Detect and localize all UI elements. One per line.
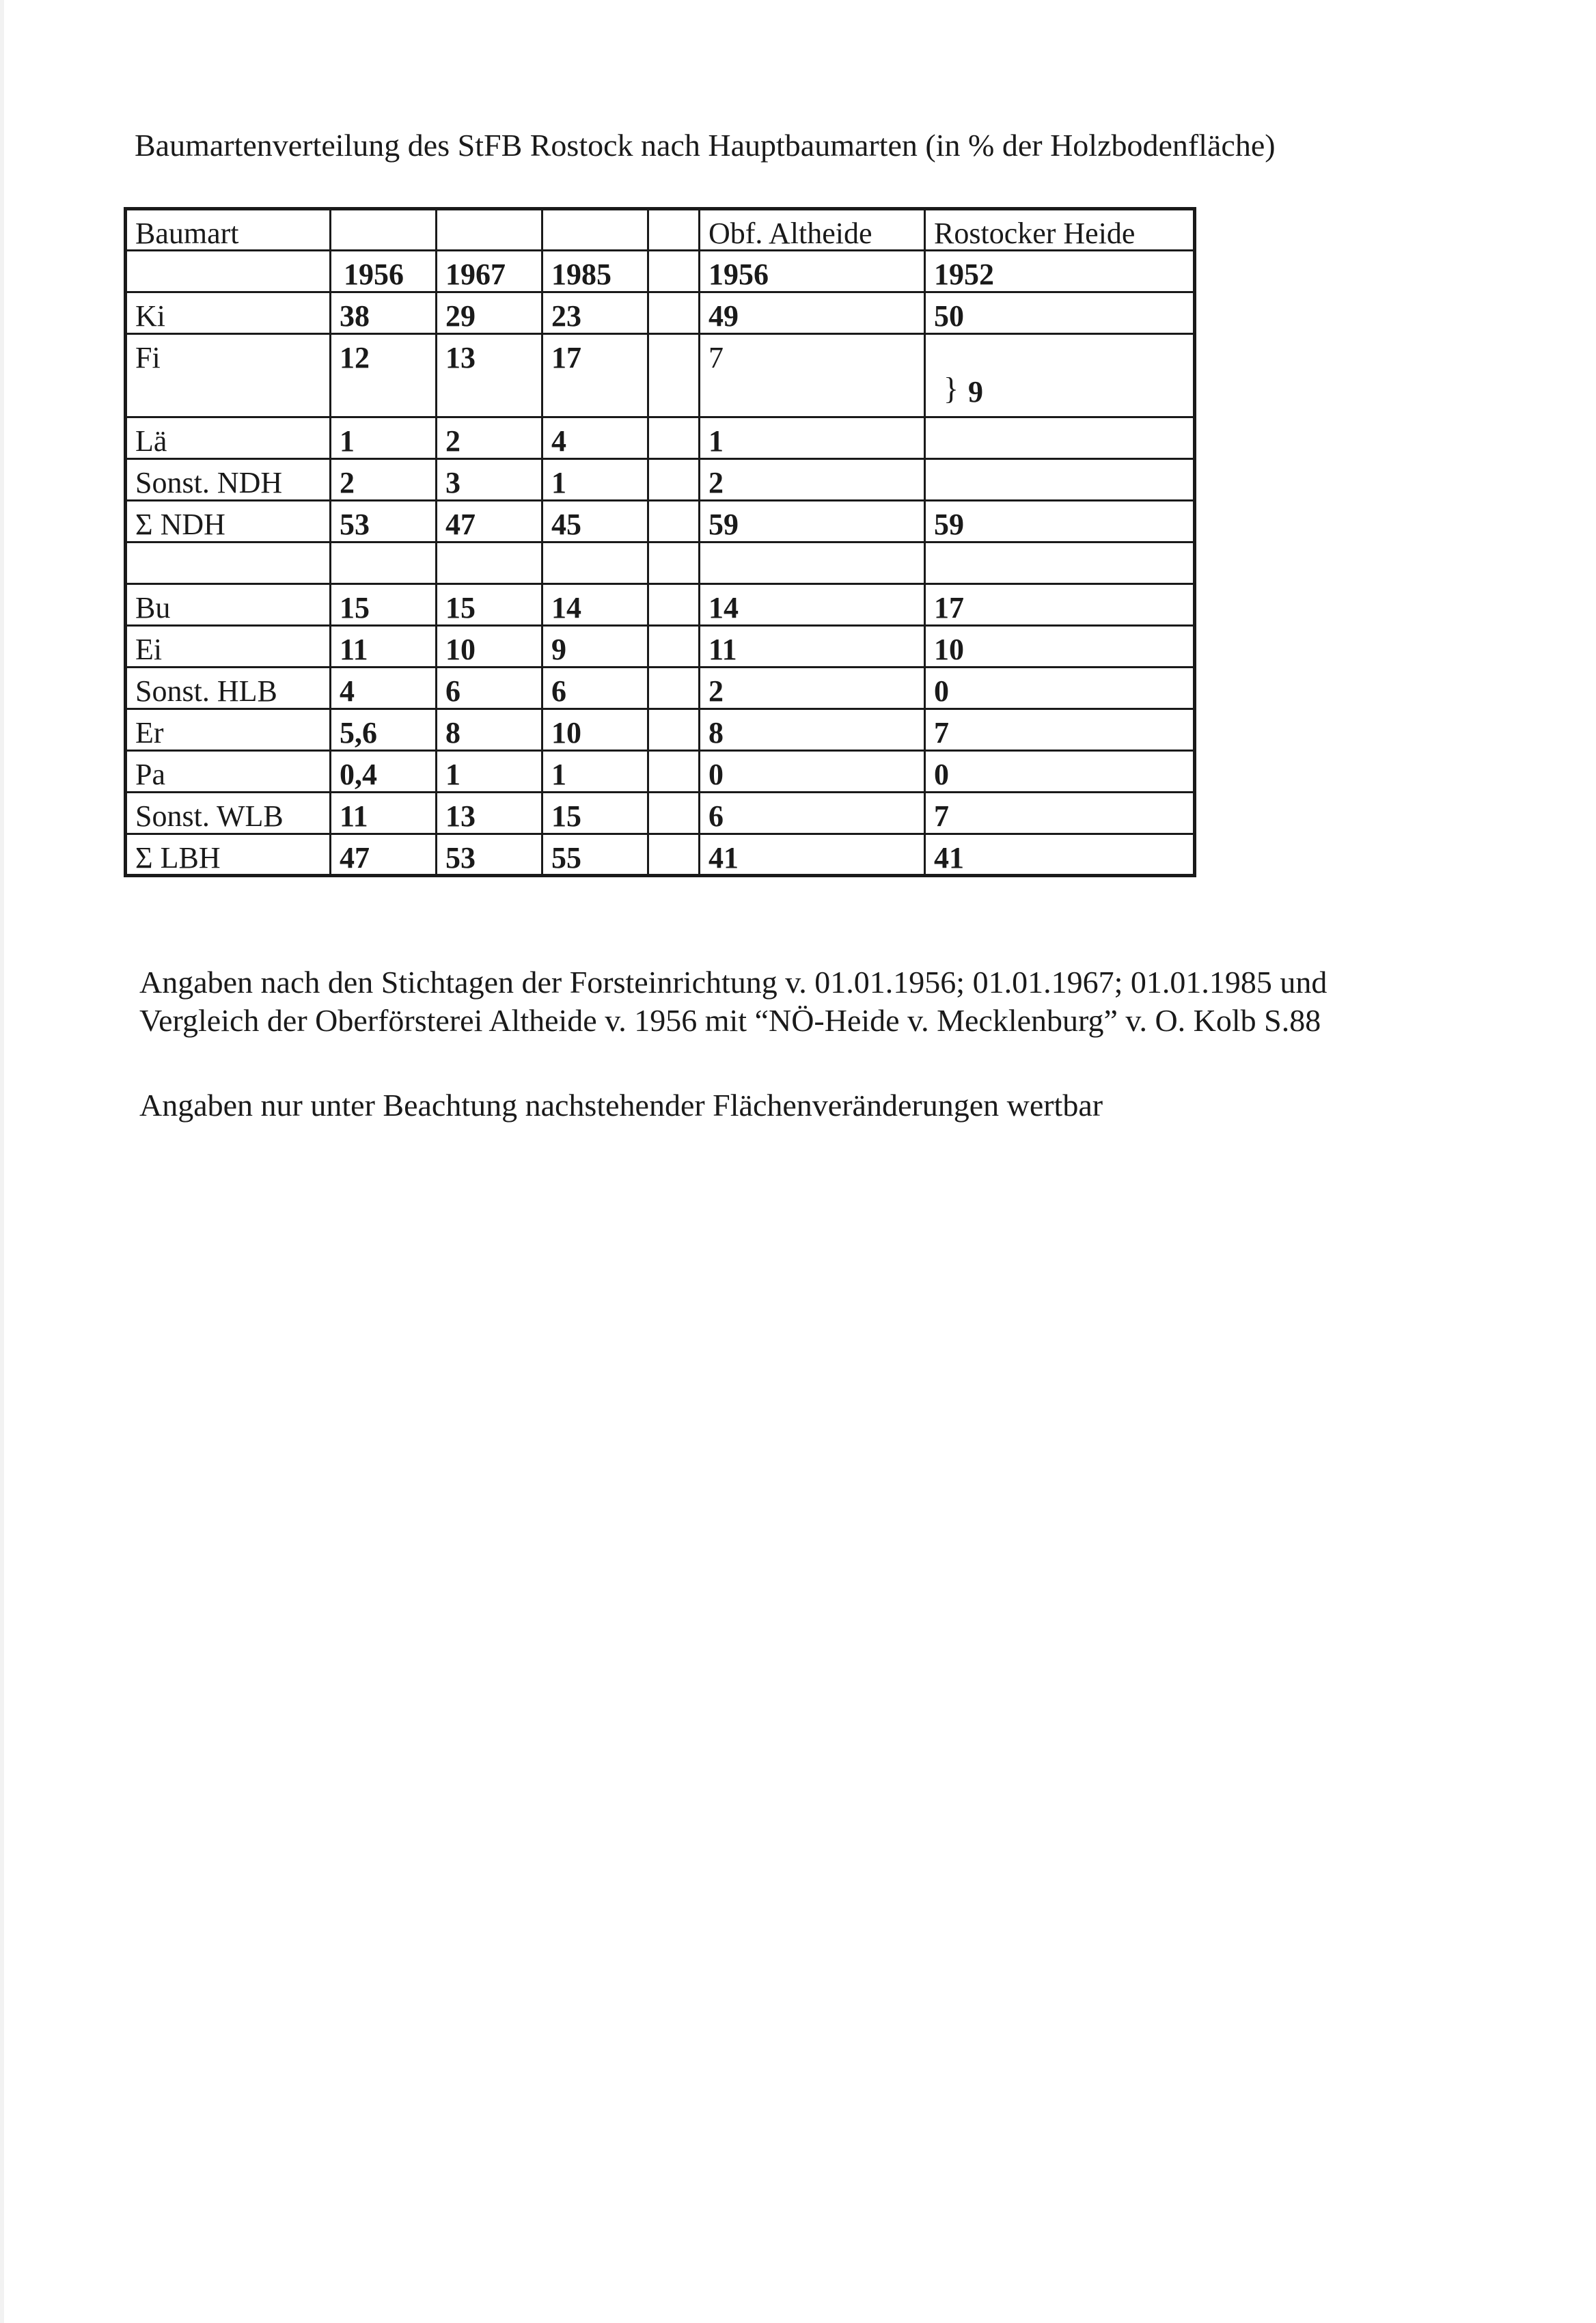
value-cell [648, 668, 700, 709]
note-line: Angaben nach den Stichtagen der Forsteinrichtung v. 01.01.1956; 01.01.1967; 01.01.1985 und [139, 965, 1327, 1000]
table-row [126, 709, 1195, 751]
value-cell: 45 [542, 501, 648, 542]
value-cell: 59 [925, 501, 1195, 542]
table-row [126, 793, 1195, 834]
brace-value: 9 [968, 375, 983, 409]
value-cell: 7 [925, 709, 1195, 751]
value-cell: 5,6 [331, 709, 437, 751]
value-cell: 1 [331, 417, 437, 459]
value-cell: 14 [542, 584, 648, 626]
value-cell: 6 [542, 668, 648, 709]
value-cell: 2 [700, 668, 925, 709]
brace-symbol: } [944, 371, 959, 406]
value-cell: 4 [542, 417, 648, 459]
year-cell: 1967 [437, 251, 542, 292]
table-row [126, 584, 1195, 626]
row-label: Lä [126, 417, 331, 459]
value-cell: 17 [542, 334, 648, 417]
row-label: Sonst. HLB [126, 668, 331, 709]
value-cell [648, 334, 700, 417]
header-cell [331, 209, 437, 251]
brace-cell [925, 334, 1195, 417]
value-cell: 15 [331, 584, 437, 626]
value-cell: 14 [700, 584, 925, 626]
value-cell: 4 [331, 668, 437, 709]
table-row [126, 292, 1195, 334]
value-cell: 13 [437, 334, 542, 417]
value-cell [648, 501, 700, 542]
header-cell [648, 209, 700, 251]
table-header-row [126, 209, 1195, 251]
row-label: Sonst. NDH [126, 459, 331, 501]
value-cell [648, 626, 700, 668]
value-cell: 10 [925, 626, 1195, 668]
value-cell: 59 [700, 501, 925, 542]
table-row [126, 334, 1195, 417]
value-cell: 3 [437, 459, 542, 501]
row-label: Ki [126, 292, 331, 334]
value-cell [437, 542, 542, 584]
row-label [126, 542, 331, 584]
value-cell: 2 [331, 459, 437, 501]
value-cell: 2 [437, 417, 542, 459]
table-year-row [126, 251, 1195, 292]
validity-note [139, 1086, 1103, 1125]
value-cell [925, 542, 1195, 584]
value-cell: 41 [925, 834, 1195, 876]
value-cell [648, 709, 700, 751]
value-cell: 10 [437, 626, 542, 668]
value-cell: 0 [700, 751, 925, 793]
value-cell: 8 [700, 709, 925, 751]
value-cell [648, 584, 700, 626]
species-distribution-table [124, 207, 1196, 877]
source-note [139, 963, 1327, 1040]
row-label: Σ NDH [126, 501, 331, 542]
year-cell: 1956 [331, 251, 437, 292]
header-cell [542, 209, 648, 251]
value-cell: 7 [925, 793, 1195, 834]
value-cell: 53 [331, 501, 437, 542]
table-row [126, 751, 1195, 793]
value-cell: 0 [925, 668, 1195, 709]
value-cell: 29 [437, 292, 542, 334]
row-label: Σ LBH [126, 834, 331, 876]
value-cell [648, 417, 700, 459]
value-cell [648, 751, 700, 793]
table-row [126, 501, 1195, 542]
value-cell [925, 459, 1195, 501]
value-cell: 17 [925, 584, 1195, 626]
table-row [126, 626, 1195, 668]
value-cell: 23 [542, 292, 648, 334]
value-cell [925, 417, 1195, 459]
row-label: Er [126, 709, 331, 751]
row-label: Fi [126, 334, 331, 417]
value-cell [331, 542, 437, 584]
value-cell: 55 [542, 834, 648, 876]
value-cell [542, 542, 648, 584]
row-label: Bu [126, 584, 331, 626]
value-cell: 9 [542, 626, 648, 668]
value-cell: 1 [542, 751, 648, 793]
table-row [126, 417, 1195, 459]
row-label: Sonst. WLB [126, 793, 331, 834]
row-label: Pa [126, 751, 331, 793]
value-cell: 8 [437, 709, 542, 751]
value-cell: 49 [700, 292, 925, 334]
header-cell [437, 209, 542, 251]
value-cell: 11 [331, 626, 437, 668]
value-cell [648, 793, 700, 834]
document-title: Baumartenverteilung des StFB Rostock nach Hauptbaumarten (in % der Holzbodenfläche) [135, 128, 1276, 163]
value-cell: 1 [542, 459, 648, 501]
value-cell: 1 [700, 417, 925, 459]
value-cell: 0,4 [331, 751, 437, 793]
header-cell: Rostocker Heide [925, 209, 1195, 251]
value-cell: 2 [700, 459, 925, 501]
note-line: Vergleich der Oberförsterei Altheide v. 1956 mit “NÖ-Heide v. Mecklenburg” v. O. Kolb S.88 [139, 1003, 1321, 1038]
value-cell: 12 [331, 334, 437, 417]
value-cell: 11 [700, 626, 925, 668]
table-row [126, 459, 1195, 501]
value-cell [700, 542, 925, 584]
value-cell: 47 [437, 501, 542, 542]
table-row [126, 834, 1195, 876]
value-cell: 15 [437, 584, 542, 626]
value-cell [648, 459, 700, 501]
value-cell: 15 [542, 793, 648, 834]
note-line: Angaben nur unter Beachtung nachstehender Flächenveränderungen wertbar [139, 1088, 1103, 1123]
table-row [126, 542, 1195, 584]
year-cell: 1956 [700, 251, 925, 292]
value-cell [648, 292, 700, 334]
row-label: Ei [126, 626, 331, 668]
value-cell: 50 [925, 292, 1195, 334]
value-cell: 1 [437, 751, 542, 793]
year-cell: 1952 [925, 251, 1195, 292]
value-cell: 11 [331, 793, 437, 834]
value-cell: 53 [437, 834, 542, 876]
value-cell: 7 [700, 334, 925, 417]
value-cell: 10 [542, 709, 648, 751]
value-cell [648, 542, 700, 584]
header-cell: Baumart [126, 209, 331, 251]
value-cell: 6 [700, 793, 925, 834]
year-cell [648, 251, 700, 292]
value-cell: 6 [437, 668, 542, 709]
header-cell: Obf. Altheide [700, 209, 925, 251]
value-cell: 41 [700, 834, 925, 876]
value-cell: 0 [925, 751, 1195, 793]
value-cell [648, 834, 700, 876]
value-cell: 47 [331, 834, 437, 876]
table-row [126, 668, 1195, 709]
year-cell [126, 251, 331, 292]
year-cell: 1985 [542, 251, 648, 292]
value-cell: 38 [331, 292, 437, 334]
value-cell: 13 [437, 793, 542, 834]
